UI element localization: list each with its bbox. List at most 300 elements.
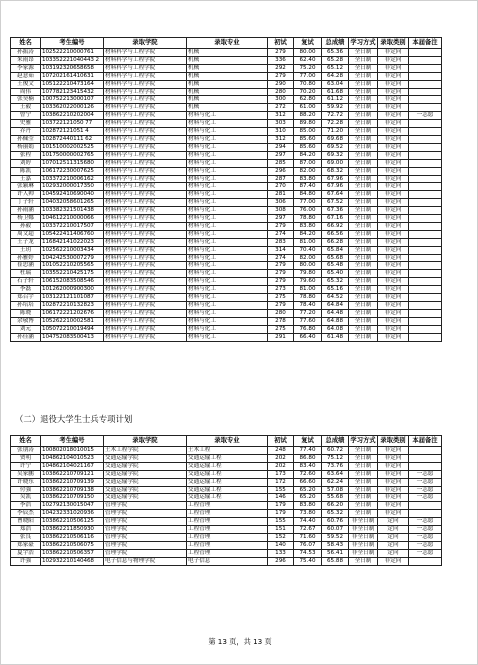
- cell-college: 材料科学与工程学院: [104, 325, 187, 333]
- table-row: [11, 502, 442, 510]
- cell-exam-id: 102872440111 62: [41, 135, 104, 143]
- table-row: [11, 278, 442, 286]
- cell-initial: 336: [268, 56, 294, 64]
- cell-exam-id: 104242530007279: [41, 254, 104, 262]
- cell-major: 材料与化工: [187, 207, 268, 215]
- cell-category: 非定向: [378, 151, 409, 159]
- cell-study-mode: 全日制: [349, 80, 378, 88]
- cell-exam-id: 107202161410631: [41, 72, 104, 80]
- cell-remark: [409, 302, 442, 310]
- cell-retest: 65.20: [294, 494, 322, 502]
- cell-major: 材料与化工: [187, 270, 268, 278]
- table-row: [11, 104, 442, 112]
- cell-remark: 一志愿: [409, 478, 442, 486]
- cell-retest: 70.20: [294, 88, 322, 96]
- table-row: [11, 294, 442, 302]
- cell-category: 非定向: [378, 494, 409, 502]
- cell-initial: 294: [268, 143, 294, 151]
- cell-exam-id: 106152083508546: [41, 278, 104, 286]
- cell-college: 材料科学与工程学院: [104, 191, 187, 199]
- cell-retest: 87.40: [294, 183, 322, 191]
- table-row: [11, 88, 442, 96]
- cell-name: 李浩: [11, 502, 41, 510]
- cell-name: 王毅: [11, 104, 41, 112]
- cell-category: 非定向: [378, 510, 409, 518]
- cell-total: 65.48: [322, 262, 349, 270]
- cell-category: 非定向: [378, 175, 409, 183]
- cell-category: 非定向: [378, 254, 409, 262]
- cell-study-mode: 全日制: [349, 494, 378, 502]
- cell-category: 非定向: [378, 112, 409, 120]
- cell-college: 交通运输学院: [104, 486, 187, 494]
- cell-remark: [409, 128, 442, 136]
- cell-total: 56.41: [322, 549, 349, 557]
- cell-retest: 77.00: [294, 199, 322, 207]
- cell-college: 材料科学与工程学院: [104, 112, 187, 120]
- cell-retest: 70.80: [294, 80, 322, 88]
- cell-remark: [409, 262, 442, 270]
- cell-major: 机械: [187, 64, 268, 72]
- cell-study-mode: 非全日制: [349, 526, 378, 534]
- cell-total: 63.64: [322, 470, 349, 478]
- cell-name: 陈凯: [11, 167, 41, 175]
- cell-exam-id: 105122210473164: [41, 80, 104, 88]
- cell-major: 材料与化工: [187, 333, 268, 341]
- cell-category: 非定向: [378, 502, 409, 510]
- cell-study-mode: 全日制: [349, 309, 378, 317]
- cell-major: 材料与化工: [187, 246, 268, 254]
- table-row: [11, 286, 442, 294]
- cell-name: 张朋涛: [11, 447, 41, 455]
- cell-study-mode: 全日制: [349, 112, 378, 120]
- cell-college: 管理学院: [104, 541, 187, 549]
- cell-exam-id: 103382321501438: [41, 207, 104, 215]
- table-row: [11, 518, 442, 526]
- cell-major: 交通运输工程: [187, 454, 268, 462]
- table-row: [11, 167, 442, 175]
- cell-initial: 312: [268, 112, 294, 120]
- cell-major: 机械: [187, 96, 268, 104]
- cell-major: 材料与化工: [187, 135, 268, 143]
- table-row: [11, 135, 442, 143]
- cell-major: 交通运输工程: [187, 478, 268, 486]
- table-row: [11, 49, 442, 57]
- cell-remark: [409, 222, 442, 230]
- cell-major: 工程管理: [187, 510, 268, 518]
- cell-exam-id: 103722121050 77: [41, 120, 104, 128]
- cell-college: 交通运输学院: [104, 462, 187, 470]
- cell-retest: 72.60: [294, 470, 322, 478]
- cell-name: 李家源: [11, 64, 41, 72]
- cell-exam-id: 102872121051 4: [41, 128, 104, 136]
- cell-category: 定向: [378, 526, 409, 534]
- table-header-row: [11, 38, 442, 49]
- cell-retest: 74.53: [294, 549, 322, 557]
- cell-total: 65.28: [322, 56, 349, 64]
- cell-college: 材料科学与工程学院: [104, 309, 187, 317]
- cell-name: 郑召宇: [11, 294, 41, 302]
- cell-name: 周文超: [11, 230, 41, 238]
- cell-total: 57.08: [322, 486, 349, 494]
- table-row: [11, 262, 442, 270]
- table-row: [11, 533, 442, 541]
- cell-name: 许强: [11, 557, 41, 565]
- header-study-mode: 学习方式: [349, 436, 378, 447]
- cell-study-mode: 全日制: [349, 175, 378, 183]
- cell-major: 材料与化工: [187, 309, 268, 317]
- cell-name: 郑家豪: [11, 541, 41, 549]
- cell-total: 64.52: [322, 294, 349, 302]
- cell-retest: 77.20: [294, 309, 322, 317]
- cell-name: 曾宁: [11, 112, 41, 120]
- cell-retest: 87.00: [294, 159, 322, 167]
- cell-college: 材料科学与工程学院: [104, 207, 187, 215]
- cell-remark: [409, 143, 442, 151]
- cell-initial: 308: [268, 207, 294, 215]
- cell-exam-id: 103372210017507: [41, 222, 104, 230]
- cell-initial: 281: [268, 191, 294, 199]
- cell-college: 材料科学与工程学院: [104, 270, 187, 278]
- cell-exam-id: 102562210003434: [41, 246, 104, 254]
- cell-total: 60.07: [322, 526, 349, 534]
- cell-name: 史雅: [11, 120, 41, 128]
- cell-category: 非定向: [378, 120, 409, 128]
- cell-initial: 279: [268, 222, 294, 230]
- header-major: 录取专业: [187, 436, 268, 447]
- cell-remark: [409, 183, 442, 191]
- cell-retest: 78.80: [294, 215, 322, 223]
- cell-college: 交通运输学院: [104, 478, 187, 486]
- cell-initial: 290: [268, 80, 294, 88]
- cell-exam-id: 104612210000066: [41, 215, 104, 223]
- cell-total: 55.68: [322, 494, 349, 502]
- cell-study-mode: 全日制: [349, 199, 378, 207]
- cell-major: 机械: [187, 72, 268, 80]
- cell-remark: 一志愿: [409, 549, 442, 557]
- cell-study-mode: 全日制: [349, 454, 378, 462]
- cell-category: 非定向: [378, 207, 409, 215]
- cell-major: 材料与化工: [187, 175, 268, 183]
- cell-name: 王玥: [11, 246, 41, 254]
- cell-college: 材料科学与工程学院: [104, 143, 187, 151]
- cell-name: 吴家鹏: [11, 470, 41, 478]
- cell-retest: 81.00: [294, 286, 322, 294]
- cell-category: 非定向: [378, 478, 409, 486]
- cell-remark: 一志愿: [409, 494, 442, 502]
- header-total: 总成绩: [322, 436, 349, 447]
- cell-initial: 279: [268, 72, 294, 80]
- cell-remark: 一志愿: [409, 470, 442, 478]
- cell-major: 材料与化工: [187, 238, 268, 246]
- cell-major: 机械: [187, 49, 268, 57]
- cell-category: 非定向: [378, 333, 409, 341]
- cell-name: 余敬博: [11, 317, 41, 325]
- cell-retest: 89.80: [294, 120, 322, 128]
- cell-initial: 172: [268, 478, 294, 486]
- cell-name: 张颖琳: [11, 183, 41, 191]
- cell-major: 工程管理: [187, 518, 268, 526]
- table-row: [11, 207, 442, 215]
- cell-study-mode: 全日制: [349, 96, 378, 104]
- cell-name: 刘婷: [11, 159, 41, 167]
- cell-total: 75.12: [322, 454, 349, 462]
- header-total: 总成绩: [322, 38, 349, 49]
- header-college: 录取学院: [104, 436, 187, 447]
- cell-category: 非定向: [378, 246, 409, 254]
- cell-college: 材料科学与工程学院: [104, 246, 187, 254]
- cell-remark: [409, 502, 442, 510]
- cell-initial: 274: [268, 230, 294, 238]
- table-row: [11, 120, 442, 128]
- cell-retest: 81.00: [294, 238, 322, 246]
- table-row: [11, 494, 442, 502]
- table-row: [11, 254, 442, 262]
- cell-initial: 179: [268, 502, 294, 510]
- cell-name: 曹晓阳: [11, 518, 41, 526]
- cell-name: 陈晓: [11, 309, 41, 317]
- cell-remark: [409, 167, 442, 175]
- cell-study-mode: 全日制: [349, 128, 378, 136]
- cell-category: 非定向: [378, 183, 409, 191]
- table-row: [11, 238, 442, 246]
- table-row: [11, 151, 442, 159]
- cell-initial: 248: [268, 447, 294, 455]
- cell-college: 管理学院: [104, 533, 187, 541]
- cell-major: 材料与化工: [187, 143, 268, 151]
- table-header-row: [11, 436, 442, 447]
- cell-major: 土木工程: [187, 447, 268, 455]
- cell-retest: 62.80: [294, 96, 322, 104]
- cell-name: 周伟: [11, 88, 41, 96]
- cell-college: 材料科学与工程学院: [104, 80, 187, 88]
- cell-category: 非定向: [378, 215, 409, 223]
- cell-initial: 280: [268, 88, 294, 96]
- cell-exam-id: 103122121101087: [41, 294, 104, 302]
- table-row: [11, 454, 442, 462]
- cell-college: 土木工程学院: [104, 447, 187, 455]
- cell-category: 非定向: [378, 72, 409, 80]
- cell-major: 交通运输工程: [187, 486, 268, 494]
- cell-study-mode: 全日制: [349, 120, 378, 128]
- cell-total: 59.52: [322, 533, 349, 541]
- cell-exam-id: 104752083500413: [41, 333, 104, 341]
- cell-remark: 一志愿: [409, 486, 442, 494]
- cell-retest: 77.60: [294, 317, 322, 325]
- cell-college: 材料科学与工程学院: [104, 135, 187, 143]
- cell-major: 材料与化工: [187, 294, 268, 302]
- cell-study-mode: 全日制: [349, 478, 378, 486]
- cell-college: 材料科学与工程学院: [104, 222, 187, 230]
- cell-college: 交通运输学院: [104, 470, 187, 478]
- cell-major: 材料与化工: [187, 286, 268, 294]
- header-name: 姓名: [11, 38, 41, 49]
- cell-initial: 146: [268, 494, 294, 502]
- cell-study-mode: 全日制: [349, 246, 378, 254]
- cell-category: 非定向: [378, 486, 409, 494]
- cell-college: 管理学院: [104, 526, 187, 534]
- cell-category: 非定向: [378, 454, 409, 462]
- cell-name: 王嘉: [11, 175, 41, 183]
- cell-remark: [409, 80, 442, 88]
- cell-total: 67.36: [322, 207, 349, 215]
- cell-retest: 83.80: [294, 222, 322, 230]
- cell-exam-id: 102872210132823: [41, 302, 104, 310]
- cell-retest: 62.40: [294, 56, 322, 64]
- cell-remark: [409, 286, 442, 294]
- cell-initial: 303: [268, 120, 294, 128]
- table-row: [11, 333, 442, 341]
- cell-total: 65.36: [322, 49, 349, 57]
- header-retest: 复试: [294, 38, 322, 49]
- cell-retest: 75.20: [294, 64, 322, 72]
- cell-total: 65.12: [322, 64, 349, 72]
- table-row: [11, 478, 442, 486]
- header-initial: 初试: [268, 38, 294, 49]
- cell-name: 孙雨涵: [11, 207, 41, 215]
- cell-study-mode: 全日制: [349, 222, 378, 230]
- cell-name: 郑浩: [11, 526, 41, 534]
- cell-study-mode: 全日制: [349, 72, 378, 80]
- cell-total: 61.68: [322, 88, 349, 96]
- cell-remark: [409, 215, 442, 223]
- cell-exam-id: 101262000900300: [41, 286, 104, 294]
- cell-name: 赵意茹: [11, 72, 41, 80]
- cell-exam-id: 103862210506075: [41, 541, 104, 549]
- cell-college: 管理学院: [104, 502, 187, 510]
- cell-major: 材料与化工: [187, 199, 268, 207]
- cell-total: 65.32: [322, 510, 349, 518]
- cell-major: 机械: [187, 80, 268, 88]
- cell-college: 材料科学与工程学院: [104, 230, 187, 238]
- cell-total: 69.52: [322, 143, 349, 151]
- table-row: [11, 325, 442, 333]
- cell-initial: 279: [268, 302, 294, 310]
- cell-retest: 83.80: [294, 502, 322, 510]
- cell-total: 64.08: [322, 325, 349, 333]
- cell-retest: 66.40: [294, 333, 322, 341]
- cell-category: 定向: [378, 541, 409, 549]
- cell-college: 材料科学与工程学院: [104, 72, 187, 80]
- cell-retest: 76.07: [294, 541, 322, 549]
- cell-name: 张昊楠: [11, 96, 41, 104]
- cell-category: 非定向: [378, 302, 409, 310]
- header-study-mode: 学习方式: [349, 38, 378, 49]
- table-row: [11, 128, 442, 136]
- cell-category: 非定向: [378, 199, 409, 207]
- cell-total: 59.92: [322, 104, 349, 112]
- cell-college: 材料科学与工程学院: [104, 262, 187, 270]
- cell-college: 材料科学与工程学院: [104, 120, 187, 128]
- cell-name: 付强: [11, 486, 41, 494]
- cell-initial: 291: [268, 333, 294, 341]
- cell-major: 材料与化工: [187, 183, 268, 191]
- cell-study-mode: 全日制: [349, 230, 378, 238]
- cell-retest: 84.20: [294, 230, 322, 238]
- cell-study-mode: 全日制: [349, 104, 378, 112]
- cell-exam-id: 116842141022023: [41, 238, 104, 246]
- cell-exam-id: 102932000017350: [41, 183, 104, 191]
- cell-college: 材料科学与工程学院: [104, 215, 187, 223]
- cell-name: 吴凯: [11, 494, 41, 502]
- cell-remark: [409, 557, 442, 565]
- cell-exam-id: 102522210000761: [41, 49, 104, 57]
- cell-study-mode: 全日制: [349, 215, 378, 223]
- cell-total: 62.24: [322, 478, 349, 486]
- cell-total: 60.72: [322, 447, 349, 455]
- cell-initial: 155: [268, 518, 294, 526]
- cell-remark: [409, 56, 442, 64]
- header-category: 录取类别: [378, 436, 409, 447]
- cell-study-mode: 全日制: [349, 191, 378, 199]
- cell-name: 孙毅: [11, 222, 41, 230]
- table-row: [11, 317, 442, 325]
- cell-name: 崔思涵: [11, 262, 41, 270]
- cell-initial: 297: [268, 151, 294, 159]
- cell-exam-id: 103862210506357: [41, 549, 104, 557]
- cell-retest: 83.80: [294, 175, 322, 183]
- table-row: [11, 462, 442, 470]
- cell-total: 65.16: [322, 286, 349, 294]
- cell-major: 机械: [187, 104, 268, 112]
- cell-study-mode: 全日制: [349, 167, 378, 175]
- cell-major: 材料与化工: [187, 254, 268, 262]
- cell-total: 58.43: [322, 541, 349, 549]
- cell-retest: 84.20: [294, 151, 322, 159]
- table-row: [11, 302, 442, 310]
- cell-total: 67.96: [322, 183, 349, 191]
- cell-major: 材料与化工: [187, 278, 268, 286]
- cell-retest: 73.80: [294, 510, 322, 518]
- cell-initial: 275: [268, 294, 294, 302]
- cell-category: 非定向: [378, 167, 409, 175]
- cell-major: 材料与化工: [187, 167, 268, 175]
- cell-total: 65.84: [322, 246, 349, 254]
- header-remark: 本届备注: [409, 38, 442, 49]
- cell-remark: 一志愿: [409, 112, 442, 120]
- cell-initial: 202: [268, 462, 294, 470]
- cell-name: 张良: [11, 533, 41, 541]
- cell-major: 工程管理: [187, 549, 268, 557]
- cell-study-mode: 全日制: [349, 557, 378, 565]
- cell-initial: 287: [268, 175, 294, 183]
- cell-exam-id: 106172221202676: [41, 309, 104, 317]
- cell-total: 67.52: [322, 199, 349, 207]
- cell-study-mode: 全日制: [349, 286, 378, 294]
- cell-exam-id: 103552210425175: [41, 270, 104, 278]
- cell-remark: [409, 104, 442, 112]
- cell-major: 交通运输工程: [187, 494, 268, 502]
- cell-name: 夏宇浩: [11, 549, 41, 557]
- cell-college: 交通运输学院: [104, 454, 187, 462]
- cell-total: 64.88: [322, 317, 349, 325]
- cell-initial: 300: [268, 96, 294, 104]
- admission-table-2: [10, 435, 442, 566]
- cell-retest: 72.67: [294, 526, 322, 534]
- cell-college: 材料科学与工程学院: [104, 238, 187, 246]
- cell-total: 61.48: [322, 333, 349, 341]
- cell-retest: 83.40: [294, 462, 322, 470]
- cell-total: 60.76: [322, 518, 349, 526]
- cell-study-mode: 全日制: [349, 238, 378, 246]
- cell-exam-id: 107782123415432: [41, 88, 104, 96]
- cell-exam-id: 106172230007625: [41, 167, 104, 175]
- cell-exam-id: 101750000002765: [41, 151, 104, 159]
- cell-college: 管理学院: [104, 518, 187, 526]
- cell-retest: 78.80: [294, 294, 322, 302]
- table-row: [11, 246, 442, 254]
- cell-category: 非定向: [378, 317, 409, 325]
- cell-initial: 306: [268, 199, 294, 207]
